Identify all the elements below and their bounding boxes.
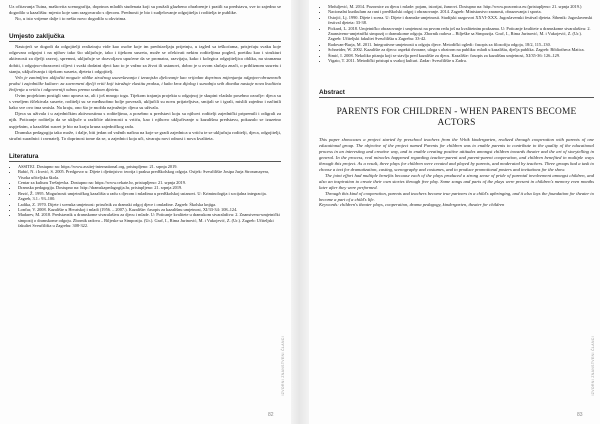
abstract-paragraph: Through this kind of cooperation, parents and teachers become true partners in a child's upbringing, and it also lays the foundation for theater to become a part of a child's life. xyxy=(319,190,594,202)
running-head: IZVORNI ZNANSTVENI ČLANCI xyxy=(591,336,595,396)
reference-item: • Šimić, I. 2008. Nekoliko pitanja koji se stavlja pred kazalište za djecu. Kazalište: časopis za kazališnu umjetnost, XI/35-36: 126–129. xyxy=(328,53,594,58)
reference-item: • Madarev, M. 2018. Predstavnik u dramskome stvaralaštvu za djecu i mlade. U: Poticanje kvalitete u dramskom stvaralaštvu: 2. Znanstveno-umjetnički simpozij o dramskome odgoju. Zbornik radova – Biljeske sa Simpozija. (Ur.). Grač, I., Rima Jurinović, M. i Vukojević, Z. (Ur.). Zagreb: Učiteljski fakultet Sveučilišta u Zagrebu: 308-322. xyxy=(18,212,281,228)
page-number: 83 xyxy=(577,412,583,418)
abstract-paragraph: This paper showcases a project started by preschool teachers from the Vrbik kindergarten, realized through cooperation with parents of one educational group. The objective of the project named Parents for children was to enable parents to contribute to the quality of the educational process in an interesting and creative way, and to enable creating positive attitudes amongst children towards theater and the art of storytelling in general. In the process, real miracles happened regarding teacher-parent and parent-parent cooperation, and children benefited in multiple ways through this project. As a result, three plays for children were created and played by parents, and moderated by teachers. Three groups had a task to choose a text for dramatization, casting, scenography and costumes, and to produce promotional posters and invitations for the show. xyxy=(319,137,594,172)
page-number: 82 xyxy=(268,412,274,418)
conclusion-paragraph: Dramska pedagogija tako može, i dalje, biti jedan od važnih načina na koje se gradi zajednica u vrtiću te se uključuju roditelji, djeca, odgojitelji, stručni suradnici i ravnatelj. To doprinosi tome da se, u zajednici koja uči, stvaraju novi odnosi i nova kvaliteta. xyxy=(9,129,281,141)
reference-item: • Ostojić, Lj. 1990. Dijete i scena. U: Dijete i dramske umjetnosti. Studijski razgovori XXVI-XXX. Jugoslavenski festival djeteta. Šibenik: Jugoslavenski festival djeteta: 33-38. xyxy=(328,15,594,26)
intro-paragraph: Uz očitavanja Tuina, maštovita scenografija, doprinos mladih studenata koji su pružali glazbeno ohrabrenje i pratili su predstavu, sve to zajedno se dogodilo u kazalištu: mjesto koje sam razgovaralo s djecom. Prednosti je bio i sudjelovanje odgojitelja i roditelja te publike. xyxy=(9,4,281,16)
abstract-section xyxy=(319,137,594,208)
references-heading: Literatura xyxy=(9,153,281,162)
reference-item: • Vigato, T. 2011. Metodički pristupi u svakoj kulturi. Zadar: Sveučilište u Zadru. xyxy=(328,58,594,63)
right-page xyxy=(309,0,600,424)
keywords: Keywords: children's theater plays, cooperation, drama pedagogy, kindergarten, theater for children xyxy=(319,202,505,208)
left-page xyxy=(0,0,291,424)
reference-item: • Pickard, L. 2018. Umjetničko obrazovanje i umjetnost na prvom redu još na kvalitetnim praksama. U: Poticanje kvalitete u dramskome stvaralaštvu: 2. Znanstveno-umjetnički simpozij o dramskome odgoju. Zbornik radova – Bilješke sa Simpozija. Grač, I., Rima Jurinović, M. i Vukojević, Z. (Ur.). Zagreb: Učiteljski fakultet Sveučilišta u Zagrebu: 33-42. xyxy=(328,26,594,42)
conclusion-paragraph: Vrlo je zanimljivo uključiti moguće oblike stručnog usavršavanja i izvanjsko djelovanje kao vrijedan doprinos mijenjanja odgojno-obrazovnih praksi i zajedničke kulture: za suvremeni dječji vrtić koji istražuje vlastitu praksu, i kako kroz dijalog i suradnju svih dionika nastaje nova kvaliteta življenja u vrtiću i odgovorniji odnos prema svakom djetetu. xyxy=(9,74,281,92)
abstract-heading: Abstract xyxy=(319,89,594,98)
book-gutter xyxy=(291,0,309,424)
reference-item: • Dramska pedagogija. Dostupno na: http://dramskapedagogija.hr, pristupljeno: 21. srpnja 2019. xyxy=(18,185,281,190)
reference-item: • Centar za kulturu Trešnjevka. Dostupno na: https://www.cekate.hr, pristupljeno: 21. srpnja 2019. xyxy=(18,180,281,185)
article-title: PARENTS FOR CHILDREN - WHEN PARENTS BECOME ACTORS xyxy=(336,107,577,129)
conclusion-paragraph: Nastojeći se dogodi da odgojitelji realiziraju vide kao osobe koje im predstavljaju prijetnju, u izgled sa teškoćama, prisjećaju svaku koje odgovara odgojni i na njihov tako što uključuje, iako i tijekom susreta, može se očekivati nekim roditeljima pogled, poetiku kao i strukturi aktivnosti za dječji razvoj, spremni, uključuje se dozvoljava upućene da se promatra, razvijaju, kako i kolegica odgojiteljica oblika, na stranama dobiti, i odgojno-obrazovni ciljevi i svaki dodatni djeci kao to je važno za život ili ustanovi, dobro je u ovom slučaju znači, o pribliznom susretu i stanju, uključivanja i tijekom susreta, djeteta i odgojitelj. xyxy=(9,44,281,74)
reference-item: • Schneider, W. 2002. Kazalište za djecu: aspekti dvorane, uloga s obzirom na publiku: mladi u kazalištu, dječja publika. Zagreb: Bibliotheca Matica. xyxy=(328,47,594,52)
conclusion-heading: Umjesto zaključka xyxy=(9,33,281,42)
running-head: IZVORNI ZNANSTVENI ČLANCI xyxy=(281,336,285,396)
reference-item: • Lončar, V. 2008. Kazalište u Hrvatskoj i mladi (1956. – 2007.). Kazalište: časopis za kazališnu umjetnost, XI/33-34: 108–124. xyxy=(18,207,281,212)
reference-list xyxy=(319,4,594,63)
intro-paragraph: No, u isto vrijeme dalje i to nešto novo dogodilo u okvirima. xyxy=(15,16,127,22)
reference-item: • Babić, N. i Irović, S. 2005. Predgovor u: Dijete i djetinjstvo: teorija i praksa predškolskog odgoja. Osijek: Sveučilište Josipa Jurja Strossmayera, Visoka učiteljska škola. xyxy=(18,169,281,180)
reference-list xyxy=(9,164,281,229)
intro-section xyxy=(9,4,281,22)
reference-item: • ASSITEJ. Dostupno na: https://www.assitej-international.org, pristupljeno: 21. srpnja 2019. xyxy=(18,164,281,169)
reference-item: • Ladika, Z. 1970. Dijete i scenska umjetnost: priručnik za dramski odgoj djece i omladine. Zagreb: Školska knjiga. xyxy=(18,202,281,207)
reference-item: • Nacionalni kurikulum za rani i predškolski odgoj i obrazovanje. 2014. Zagreb: Ministarstvo znanosti, obrazovanja i sporta. xyxy=(328,9,594,14)
reference-item: • Radovan-Burja, M. 2011. Integrativne umjetnosti u odgoju djece. Metodički ogledi: časopis za filozofiju odgoja, 18/2, 115–130. xyxy=(328,42,594,47)
conclusion-section xyxy=(9,44,281,142)
abstract-paragraph: The joint effort had multiple benefits because each of the plays produced a strong sense of pride of parental involvement amongst children, and also an inspiration to create their own stories through free play. Some songs and parts of the plays were present in children's memory even months later after they were performed. xyxy=(319,172,594,190)
reference-item: • Mrduljević, M. 2014. Pozornice za djecu i mlade: pojam, istorijat, žanrovi. Dostupno na: http://www.pozornica.eu (pristupljeno: 21. srpnja 2019.) xyxy=(328,4,594,9)
conclusion-paragraph: Ovim projektom postigli smo uprava sa, ali i još mnogo toga. Tijekom trajanja projekta u odgojnoj je skupini vladalo posebno ozračje: djeca su s veseljem iščekivala susrete, roditelji su se međusobno bolje povezali, uključili su novu prijateljstva, smijali se i igrali, mislili zajedno i načinili kako sve ovo ima smisla. Na kraju, ono što je možda najvažnije: djeca su uživala. xyxy=(9,93,281,111)
reference-item: • Bezić, Ž. 1995. Mogućnosti umjetničkog kazališta u radu s djecom i mladima u predškolskoj ustanovi. U: Kriminologija i socijalna integracija. Zagreb, 3.1.: 93–100. xyxy=(18,191,281,202)
conclusion-paragraph: Djeca su uživala i u zajedničkim aktivnostima s roditeljima, a posebno u predstavi koju su njihovi roditelji zajednički pripremili i odigrali za njih. Poticanje roditelja da se uključe u različite aktivnosti u vrtiću, kao i njihovo uključivanje u kazališnu predstavu, pokazalo se izuzetno uspješnim, a kazališni susret je bio na kraju kruna zajedničkog rada. xyxy=(9,111,281,129)
